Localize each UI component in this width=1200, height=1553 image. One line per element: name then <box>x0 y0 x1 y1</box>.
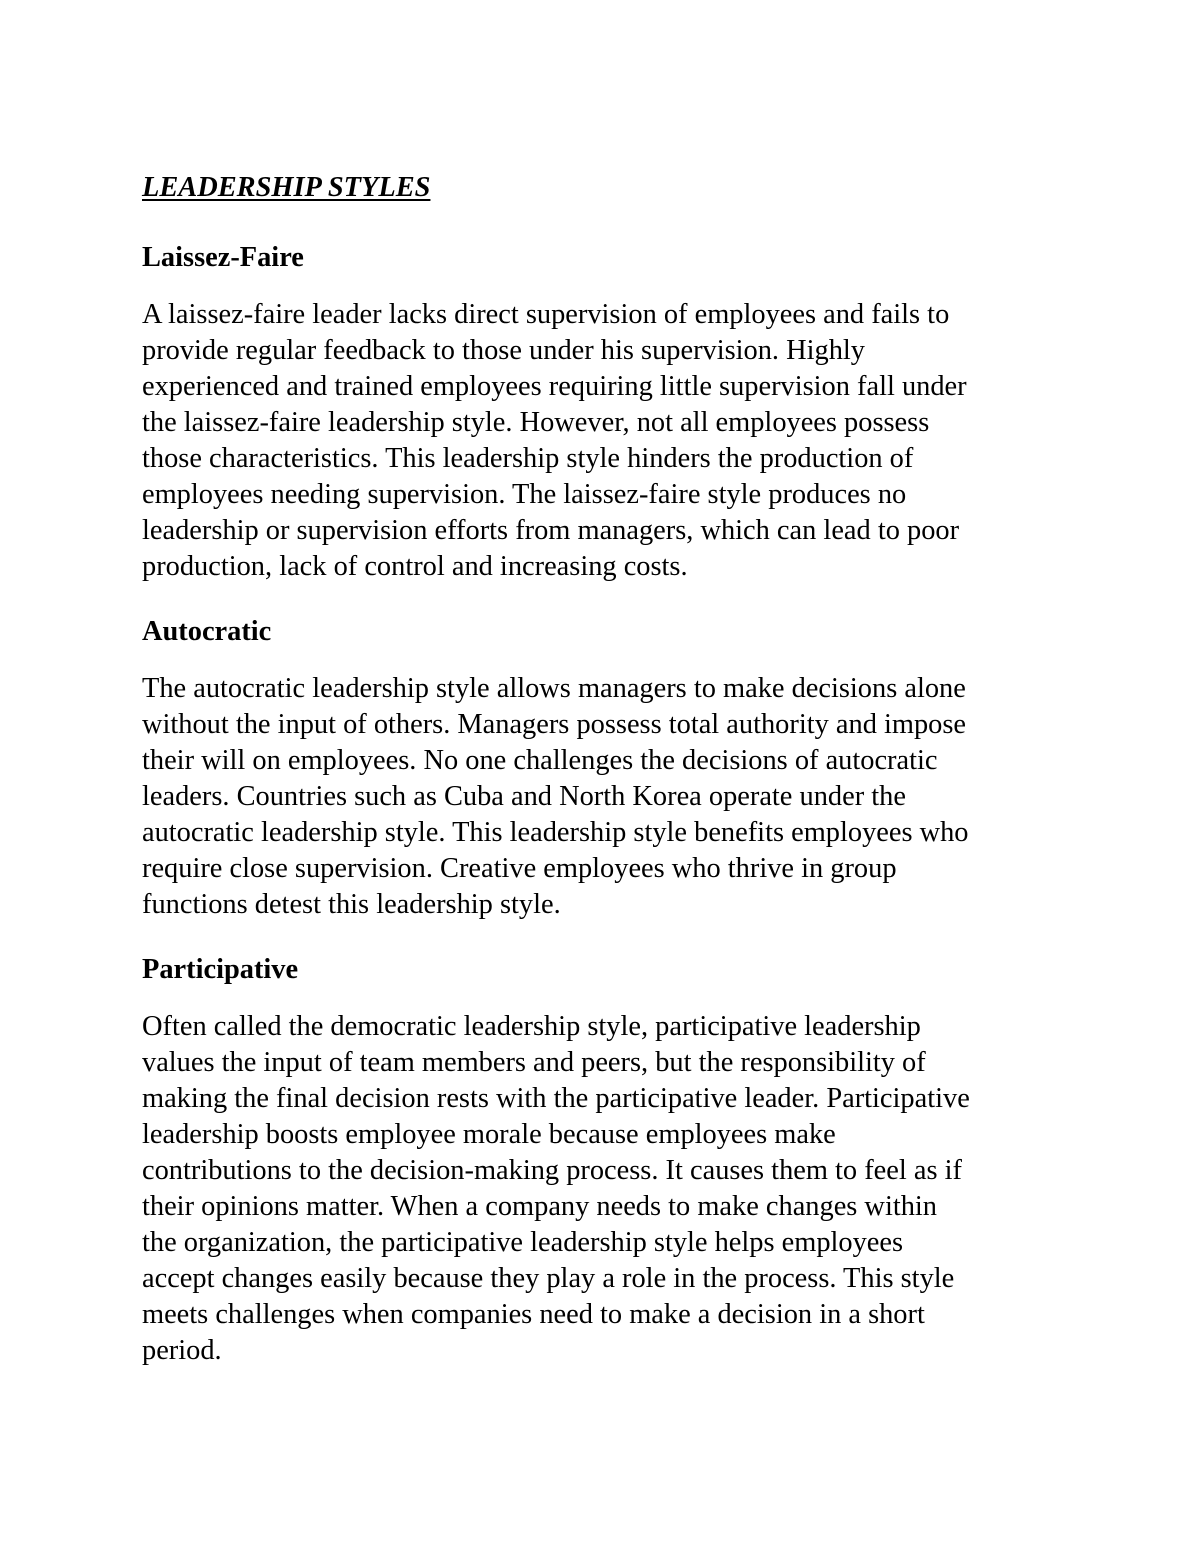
section-paragraph <box>142 1009 1062 1369</box>
paragraph-line: Often called the democratic leadership style, participative leadership <box>142 1011 921 1042</box>
paragraph-line: experienced and trained employees requiring little supervision fall under <box>142 371 967 402</box>
paragraph-line: the laissez-faire leadership style. However, not all employees possess <box>142 407 930 438</box>
paragraph-line: their opinions matter. When a company needs to make changes within <box>142 1191 937 1222</box>
paragraph-line: accept changes easily because they play a role in the process. This style <box>142 1263 955 1294</box>
document-content <box>142 166 1062 1394</box>
paragraph-line: leadership or supervision efforts from managers, which can lead to poor <box>142 515 960 546</box>
section-participative <box>142 948 1062 1369</box>
paragraph-line: meets challenges when companies need to make a decision in a short <box>142 1299 925 1330</box>
paragraph-line: making the final decision rests with the participative leader. Participative <box>142 1083 970 1114</box>
paragraph-line: provide regular feedback to those under his supervision. Highly <box>142 335 865 366</box>
section-heading: Participative <box>142 954 299 985</box>
paragraph-line: leaders. Countries such as Cuba and North Korea operate under the <box>142 781 906 812</box>
paragraph-line: the organization, the participative leadership style helps employees <box>142 1227 904 1258</box>
paragraph-line: A laissez-faire leader lacks direct supervision of employees and fails to <box>142 299 950 330</box>
document-title: LEADERSHIP STYLES <box>142 172 431 203</box>
section-heading: Laissez-Faire <box>142 242 304 273</box>
paragraph-line: autocratic leadership style. This leadership style benefits employees who <box>142 817 969 848</box>
paragraph-line: require close supervision. Creative employees who thrive in group <box>142 853 897 884</box>
paragraph-line: leadership boosts employee morale because employees make <box>142 1119 836 1150</box>
section-paragraph <box>142 671 1062 923</box>
paragraph-line: The autocratic leadership style allows managers to make decisions alone <box>142 673 966 704</box>
paragraph-line: without the input of others. Managers possess total authority and impose <box>142 709 966 740</box>
section-laissez-faire <box>142 236 1062 585</box>
section-paragraph <box>142 297 1062 585</box>
paragraph-line: those characteristics. This leadership style hinders the production of <box>142 443 914 474</box>
section-autocratic <box>142 610 1062 923</box>
paragraph-line: period. <box>142 1335 222 1366</box>
section-heading: Autocratic <box>142 616 272 647</box>
paragraph-line: production, lack of control and increasing costs. <box>142 551 688 582</box>
paragraph-line: functions detest this leadership style. <box>142 889 561 920</box>
paragraph-line: values the input of team members and peers, but the responsibility of <box>142 1047 926 1078</box>
paragraph-line: employees needing supervision. The laissez-faire style produces no <box>142 479 907 510</box>
paragraph-line: contributions to the decision-making process. It causes them to feel as if <box>142 1155 962 1186</box>
paragraph-line: their will on employees. No one challenges the decisions of autocratic <box>142 745 938 776</box>
